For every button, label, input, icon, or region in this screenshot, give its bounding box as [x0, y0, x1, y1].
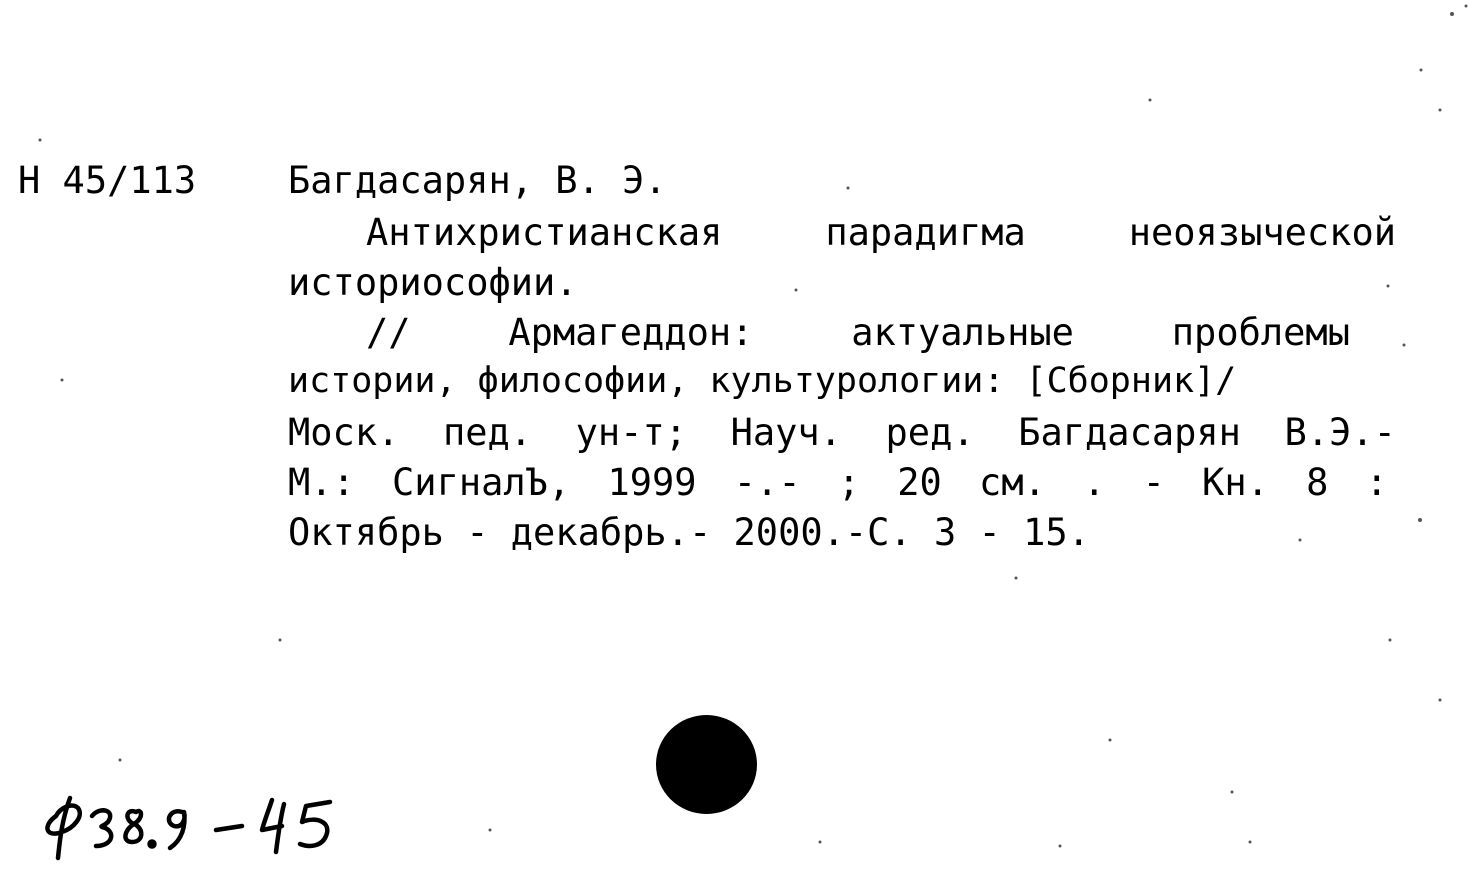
- source-word: :: [1365, 461, 1388, 504]
- source-line-3: [288, 411, 1396, 454]
- source-word: Науч.: [730, 411, 842, 454]
- source-line-4: [288, 461, 1388, 504]
- source-word: М.:: [288, 461, 355, 504]
- source-word: ред.: [885, 411, 975, 454]
- source-word: 8: [1306, 461, 1329, 504]
- source-line-2: истории, философии, культурологии: [Сборник]/: [288, 361, 1237, 401]
- source-word: 1999: [607, 461, 697, 504]
- source-line-5: Октябрь - декабрь.- 2000.-С. 3 - 15.: [288, 511, 1090, 554]
- title-word: парадигма: [825, 211, 1026, 254]
- source-word: см.: [979, 461, 1046, 504]
- source-word: -: [1142, 461, 1165, 504]
- punch-hole: [656, 715, 757, 814]
- source-word: //: [366, 311, 411, 354]
- author-heading: Багдасарян, В. Э.: [288, 159, 667, 202]
- source-word: Моск.: [288, 411, 400, 454]
- handwritten-shelfmark: [40, 786, 360, 866]
- source-line-1: [290, 311, 1350, 354]
- title-word: неоязыческой: [1128, 211, 1396, 254]
- source-word: Армагеддон:: [508, 311, 754, 354]
- source-word: СигналЪ,: [392, 461, 571, 504]
- source-word: ;: [837, 461, 861, 504]
- source-word: 20: [897, 461, 942, 504]
- title-line-2: историософии.: [288, 261, 578, 304]
- title-word: Антихристианская: [366, 211, 723, 254]
- source-word: В.Э.-: [1284, 411, 1396, 454]
- source-word: актуальные: [851, 311, 1074, 354]
- source-word: проблемы: [1171, 311, 1350, 354]
- source-word: Кн.: [1202, 461, 1269, 504]
- source-word: пед.: [442, 411, 533, 454]
- source-word: ун-т;: [575, 411, 688, 454]
- source-word: -.-: [733, 461, 801, 504]
- source-word: .: [1083, 461, 1106, 504]
- source-word: Багдасарян: [1018, 411, 1241, 454]
- call-number: Н 45/113: [18, 159, 197, 202]
- title-line-1: [290, 211, 1396, 254]
